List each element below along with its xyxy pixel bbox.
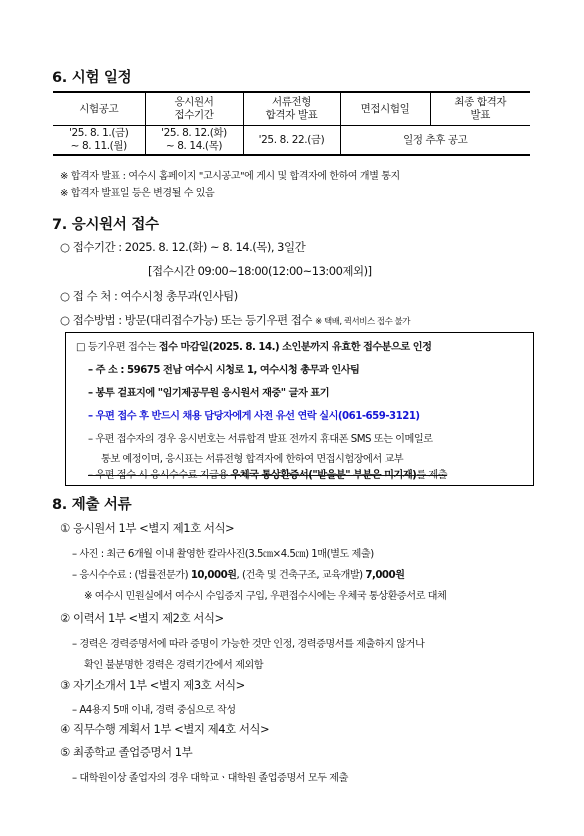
doc-item-4: ④ 직무수행 계획서 1부 <별지 제4호 서식> <box>60 722 270 736</box>
reception-period: ○ 접수기간 : 2025. 8. 12.(화) ~ 8. 14.(목), 3일간 <box>60 240 306 254</box>
doc-item-1-fee <box>72 566 404 581</box>
doc-item-1-fee-a: – 응시수수료 : (법률전문가) <box>72 570 191 581</box>
cell-document-result-text: '25. 8. 22.(금) <box>258 133 325 146</box>
doc-item-1-fee-c: , (건축 및 건축구조, 교육개발) <box>236 570 366 581</box>
doc-item-5: ⑤ 최종학교 졸업증명서 1부 <box>60 745 193 759</box>
mail-fee-end: 를 제출 <box>416 470 448 481</box>
header-application-period-text: 응시원서 접수기간 <box>174 96 214 121</box>
mail-fee-line <box>88 466 447 481</box>
reception-place: ○ 접 수 처 : 여수시청 총무과(인사팀) <box>60 289 238 303</box>
cell-application-period-text: '25. 8. 12.(화) ~ 8. 14.(목) <box>161 127 227 152</box>
doc-item-1-note: ※ 여수시 민원실에서 여수시 수입증지 구입, 우편접수시에는 우체국 통상환증서로 대체 <box>84 591 447 602</box>
header-final-result-text: 최종 합격자 발표 <box>454 96 507 121</box>
doc-item-2: ② 이력서 1부 <별지 제2호 서식> <box>60 611 224 625</box>
mail-sms-2: 통보 예정이며, 응시표는 서류전형 합격자에 한하여 면접시험장에서 교부 <box>101 454 404 465</box>
header-document-result-text: 서류전형 합격자 발표 <box>265 96 318 121</box>
mail-deadline-plain: □ 등기우편 접수는 <box>76 342 159 353</box>
header-final-result <box>430 92 530 126</box>
section-7-title: 7. 응시원서 접수 <box>52 217 159 233</box>
cell-application-period <box>145 126 243 156</box>
doc-item-1-fee-b: 10,000원 <box>190 570 237 581</box>
section-8-title: 8. 제출 서류 <box>52 497 132 513</box>
doc-item-1-photo: – 사진 : 최근 6개월 이내 촬영한 칼라사진(3.5㎝×4.5㎝) 1매(별도 제출) <box>72 549 374 560</box>
schedule-table <box>53 91 530 156</box>
cell-exam-notice <box>53 126 145 156</box>
cell-interview-final-text: 일정 추후 공고 <box>403 133 468 146</box>
doc-item-1-fee-d: 7,000원 <box>365 570 405 581</box>
mail-deadline-bold: 접수 마감일(2025. 8. 14.) 소인분까지 유효한 접수분으로 인정 <box>158 342 432 353</box>
reception-method-note: ※ 택배, 퀵서비스 접수 불가 <box>315 317 410 327</box>
mail-sms-1: – 우편 접수자의 경우 응시번호는 서류합격 발표 전까지 휴대폰 SMS 또는 이메일로 <box>88 434 433 445</box>
header-interview-date-text: 면접시험일 <box>360 102 410 115</box>
schedule-note-1: ※ 합격자 발표 : 여수시 홈페이지 "고시공고"에 게시 및 합격자에 한하여 개별 통지 <box>60 171 400 182</box>
mail-fee-plain: – 우편 접수 시 응시수수료 지급용 <box>88 470 231 481</box>
header-interview-date <box>340 92 430 126</box>
mail-contact: – 우편 접수 후 반드시 채용 담당자에게 사전 유선 연락 실시(061-659-3121) <box>88 411 420 422</box>
doc-item-5-detail: – 대학원이상 졸업자의 경우 대학교ㆍ대학원 졸업증명서 모두 제출 <box>72 773 348 784</box>
doc-item-3-detail: – A4용지 5매 이내, 경력 중심으로 작성 <box>72 705 236 716</box>
mail-address: – 주 소 : 59675 전남 여수시 시청로 1, 여수시청 총무과 인사팀 <box>88 365 360 376</box>
mail-envelope: – 봉투 겉표지에 "임기제공무원 응시원서 재중" 글자 표기 <box>88 388 330 399</box>
mail-deadline-line <box>76 338 431 353</box>
header-exam-notice-text: 시험공고 <box>79 102 119 115</box>
reception-method <box>60 312 410 328</box>
cell-interview-final <box>340 126 530 156</box>
section-6-title: 6. 시험 일정 <box>52 70 132 86</box>
doc-item-2-detail-1: – 경력은 경력증명서에 따라 증명이 가능한 것만 인정, 경력증명서를 제출하지 않거나 <box>72 639 425 650</box>
header-document-result <box>243 92 340 126</box>
doc-item-3: ③ 자기소개서 1부 <별지 제3호 서식> <box>60 678 245 692</box>
header-application-period <box>145 92 243 126</box>
cell-exam-notice-text: '25. 8. 1.(금) ~ 8. 11.(월) <box>69 127 129 152</box>
reception-method-text: ○ 접수방법 : 방문(대리접수가능) 또는 등기우편 접수 <box>60 313 312 327</box>
cell-document-result <box>243 126 340 156</box>
schedule-note-2: ※ 합격자 발표일 등은 변경될 수 있음 <box>60 188 215 199</box>
doc-item-1: ① 응시원서 1부 <별지 제1호 서식> <box>60 521 235 535</box>
reception-hours: [접수시간 09:00~18:00(12:00~13:00제외)] <box>148 264 372 278</box>
mail-fee-bold: 우체국 통상환증서("받을분" 부분은 미기재) <box>230 470 417 481</box>
doc-item-2-detail-2: 확인 불분명한 경력은 경력기간에서 제외함 <box>84 660 264 671</box>
header-exam-notice <box>53 92 145 126</box>
